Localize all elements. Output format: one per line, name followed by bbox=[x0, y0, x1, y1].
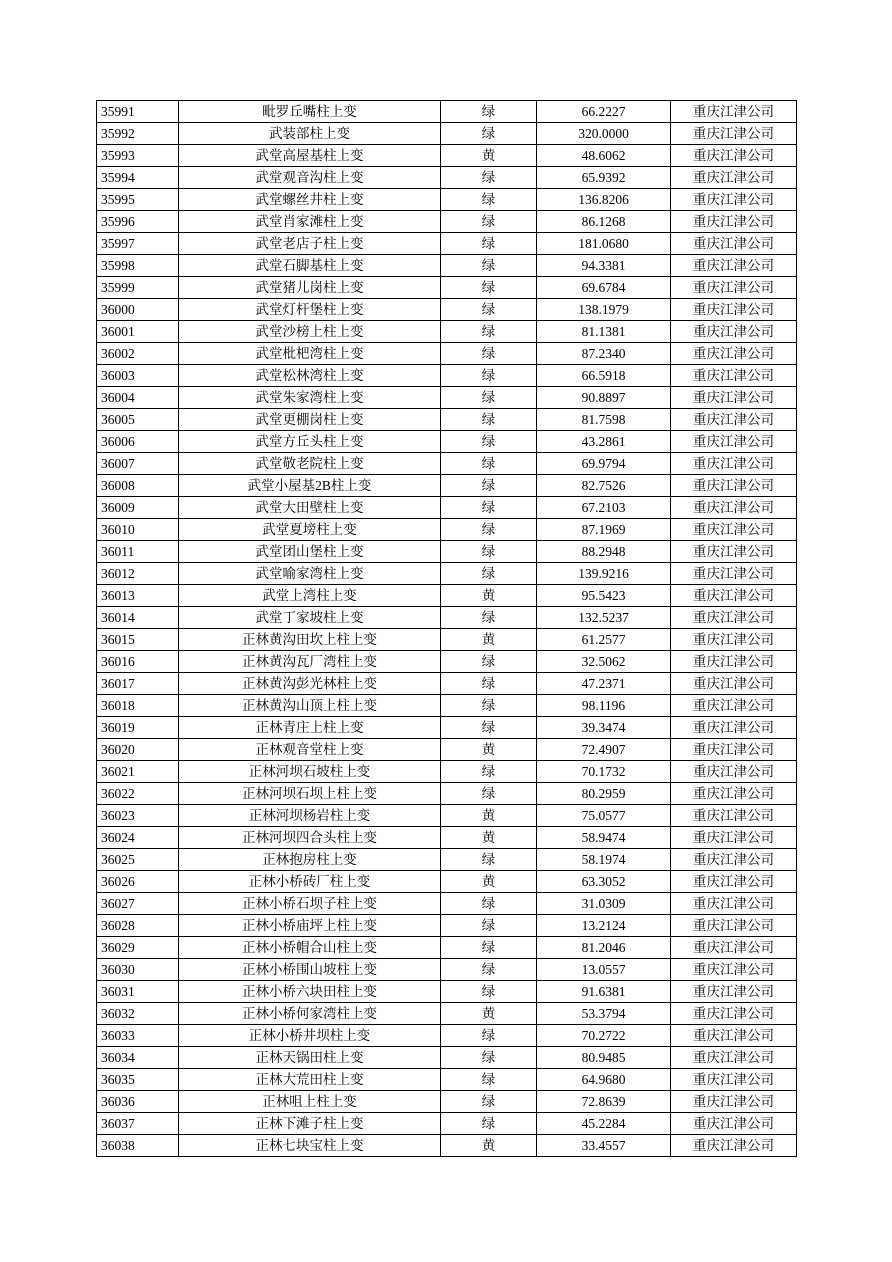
cell-value: 47.2371 bbox=[537, 673, 671, 695]
cell-name: 正林天锅田柱上变 bbox=[179, 1047, 441, 1069]
cell-name: 正林观音堂柱上变 bbox=[179, 739, 441, 761]
cell-id: 36015 bbox=[97, 629, 179, 651]
table-body bbox=[97, 101, 797, 1157]
cell-name: 正林青庄上柱上变 bbox=[179, 717, 441, 739]
cell-id: 36002 bbox=[97, 343, 179, 365]
cell-org: 重庆江津公司 bbox=[671, 563, 797, 585]
cell-name: 武堂松林湾柱上变 bbox=[179, 365, 441, 387]
cell-name: 武堂猪儿岗柱上变 bbox=[179, 277, 441, 299]
table-row bbox=[97, 739, 797, 761]
cell-id: 36011 bbox=[97, 541, 179, 563]
table-row bbox=[97, 321, 797, 343]
cell-color: 绿 bbox=[441, 387, 537, 409]
cell-org: 重庆江津公司 bbox=[671, 365, 797, 387]
cell-name: 武堂团山堡柱上变 bbox=[179, 541, 441, 563]
data-table-container bbox=[96, 100, 796, 1157]
cell-name: 正林黄沟田坎上柱上变 bbox=[179, 629, 441, 651]
table-row bbox=[97, 343, 797, 365]
cell-id: 36003 bbox=[97, 365, 179, 387]
cell-org: 重庆江津公司 bbox=[671, 233, 797, 255]
cell-id: 36017 bbox=[97, 673, 179, 695]
cell-name: 正林小桥井坝柱上变 bbox=[179, 1025, 441, 1047]
cell-value: 13.0557 bbox=[537, 959, 671, 981]
cell-id: 36009 bbox=[97, 497, 179, 519]
cell-name: 正林河坝石坝上柱上变 bbox=[179, 783, 441, 805]
cell-value: 70.2722 bbox=[537, 1025, 671, 1047]
cell-value: 69.9794 bbox=[537, 453, 671, 475]
cell-value: 138.1979 bbox=[537, 299, 671, 321]
table-row bbox=[97, 1113, 797, 1135]
cell-org: 重庆江津公司 bbox=[671, 629, 797, 651]
cell-org: 重庆江津公司 bbox=[671, 959, 797, 981]
table-row bbox=[97, 563, 797, 585]
cell-value: 80.2959 bbox=[537, 783, 671, 805]
table-row bbox=[97, 695, 797, 717]
cell-color: 黄 bbox=[441, 871, 537, 893]
cell-value: 13.2124 bbox=[537, 915, 671, 937]
cell-value: 81.2046 bbox=[537, 937, 671, 959]
cell-color: 绿 bbox=[441, 937, 537, 959]
cell-color: 绿 bbox=[441, 189, 537, 211]
cell-id: 35999 bbox=[97, 277, 179, 299]
cell-value: 88.2948 bbox=[537, 541, 671, 563]
cell-org: 重庆江津公司 bbox=[671, 101, 797, 123]
table-row bbox=[97, 409, 797, 431]
table-row bbox=[97, 167, 797, 189]
cell-color: 绿 bbox=[441, 321, 537, 343]
cell-org: 重庆江津公司 bbox=[671, 827, 797, 849]
cell-org: 重庆江津公司 bbox=[671, 893, 797, 915]
cell-name: 正林河坝四合头柱上变 bbox=[179, 827, 441, 849]
cell-id: 36033 bbox=[97, 1025, 179, 1047]
cell-org: 重庆江津公司 bbox=[671, 497, 797, 519]
table-row bbox=[97, 189, 797, 211]
table-row bbox=[97, 541, 797, 563]
cell-name: 正林河坝杨岩柱上变 bbox=[179, 805, 441, 827]
cell-value: 32.5062 bbox=[537, 651, 671, 673]
table-row bbox=[97, 783, 797, 805]
cell-value: 64.9680 bbox=[537, 1069, 671, 1091]
cell-org: 重庆江津公司 bbox=[671, 915, 797, 937]
cell-color: 绿 bbox=[441, 783, 537, 805]
cell-color: 黄 bbox=[441, 1003, 537, 1025]
table-row bbox=[97, 1025, 797, 1047]
cell-name: 正林大荒田柱上变 bbox=[179, 1069, 441, 1091]
cell-color: 绿 bbox=[441, 101, 537, 123]
cell-color: 绿 bbox=[441, 607, 537, 629]
cell-org: 重庆江津公司 bbox=[671, 937, 797, 959]
cell-id: 35995 bbox=[97, 189, 179, 211]
cell-id: 35997 bbox=[97, 233, 179, 255]
table-row bbox=[97, 981, 797, 1003]
table-row bbox=[97, 431, 797, 453]
cell-color: 绿 bbox=[441, 673, 537, 695]
cell-org: 重庆江津公司 bbox=[671, 387, 797, 409]
table-row bbox=[97, 717, 797, 739]
cell-id: 36034 bbox=[97, 1047, 179, 1069]
cell-id: 36027 bbox=[97, 893, 179, 915]
cell-id: 36029 bbox=[97, 937, 179, 959]
cell-name: 毗罗丘嘴柱上变 bbox=[179, 101, 441, 123]
cell-value: 81.7598 bbox=[537, 409, 671, 431]
transformer-data-table bbox=[96, 100, 797, 1157]
table-row bbox=[97, 651, 797, 673]
table-row bbox=[97, 1091, 797, 1113]
cell-org: 重庆江津公司 bbox=[671, 145, 797, 167]
cell-value: 91.6381 bbox=[537, 981, 671, 1003]
table-row bbox=[97, 585, 797, 607]
cell-color: 绿 bbox=[441, 717, 537, 739]
table-row bbox=[97, 1069, 797, 1091]
cell-name: 正林小桥帽合山柱上变 bbox=[179, 937, 441, 959]
cell-org: 重庆江津公司 bbox=[671, 607, 797, 629]
cell-color: 绿 bbox=[441, 981, 537, 1003]
cell-name: 武堂螺丝井柱上变 bbox=[179, 189, 441, 211]
cell-id: 36028 bbox=[97, 915, 179, 937]
cell-value: 94.3381 bbox=[537, 255, 671, 277]
cell-name: 正林小桥庙坪上柱上变 bbox=[179, 915, 441, 937]
cell-org: 重庆江津公司 bbox=[671, 1047, 797, 1069]
cell-id: 36000 bbox=[97, 299, 179, 321]
cell-name: 正林抱房柱上变 bbox=[179, 849, 441, 871]
table-row bbox=[97, 277, 797, 299]
cell-name: 正林咀上柱上变 bbox=[179, 1091, 441, 1113]
cell-org: 重庆江津公司 bbox=[671, 541, 797, 563]
cell-color: 绿 bbox=[441, 893, 537, 915]
cell-org: 重庆江津公司 bbox=[671, 1003, 797, 1025]
cell-value: 33.4557 bbox=[537, 1135, 671, 1157]
cell-color: 绿 bbox=[441, 167, 537, 189]
cell-name: 武堂观音沟柱上变 bbox=[179, 167, 441, 189]
table-row bbox=[97, 123, 797, 145]
cell-org: 重庆江津公司 bbox=[671, 1135, 797, 1157]
cell-id: 35993 bbox=[97, 145, 179, 167]
cell-org: 重庆江津公司 bbox=[671, 409, 797, 431]
cell-name: 正林小桥石坝子柱上变 bbox=[179, 893, 441, 915]
cell-value: 66.5918 bbox=[537, 365, 671, 387]
cell-id: 36005 bbox=[97, 409, 179, 431]
cell-org: 重庆江津公司 bbox=[671, 211, 797, 233]
cell-org: 重庆江津公司 bbox=[671, 431, 797, 453]
cell-id: 36030 bbox=[97, 959, 179, 981]
cell-color: 绿 bbox=[441, 1069, 537, 1091]
cell-id: 36037 bbox=[97, 1113, 179, 1135]
cell-name: 武堂方丘头柱上变 bbox=[179, 431, 441, 453]
cell-name: 武堂喻家湾柱上变 bbox=[179, 563, 441, 585]
cell-name: 武堂老店子柱上变 bbox=[179, 233, 441, 255]
cell-value: 67.2103 bbox=[537, 497, 671, 519]
cell-id: 36010 bbox=[97, 519, 179, 541]
cell-value: 81.1381 bbox=[537, 321, 671, 343]
cell-org: 重庆江津公司 bbox=[671, 343, 797, 365]
table-row bbox=[97, 959, 797, 981]
cell-color: 黄 bbox=[441, 1135, 537, 1157]
cell-org: 重庆江津公司 bbox=[671, 167, 797, 189]
cell-org: 重庆江津公司 bbox=[671, 1113, 797, 1135]
table-row bbox=[97, 387, 797, 409]
cell-org: 重庆江津公司 bbox=[671, 1091, 797, 1113]
cell-org: 重庆江津公司 bbox=[671, 1069, 797, 1091]
cell-value: 98.1196 bbox=[537, 695, 671, 717]
table-row bbox=[97, 299, 797, 321]
cell-name: 正林小桥砖厂柱上变 bbox=[179, 871, 441, 893]
cell-id: 35992 bbox=[97, 123, 179, 145]
cell-id: 36018 bbox=[97, 695, 179, 717]
cell-name: 武堂肖家滩柱上变 bbox=[179, 211, 441, 233]
cell-name: 武堂大田壁柱上变 bbox=[179, 497, 441, 519]
cell-value: 45.2284 bbox=[537, 1113, 671, 1135]
cell-color: 绿 bbox=[441, 1113, 537, 1135]
cell-color: 绿 bbox=[441, 277, 537, 299]
cell-name: 正林七块宝柱上变 bbox=[179, 1135, 441, 1157]
cell-id: 36021 bbox=[97, 761, 179, 783]
cell-org: 重庆江津公司 bbox=[671, 299, 797, 321]
cell-id: 35996 bbox=[97, 211, 179, 233]
table-row bbox=[97, 893, 797, 915]
cell-color: 黄 bbox=[441, 805, 537, 827]
cell-value: 43.2861 bbox=[537, 431, 671, 453]
cell-value: 58.9474 bbox=[537, 827, 671, 849]
table-row bbox=[97, 453, 797, 475]
cell-org: 重庆江津公司 bbox=[671, 673, 797, 695]
cell-value: 58.1974 bbox=[537, 849, 671, 871]
cell-name: 武堂上湾柱上变 bbox=[179, 585, 441, 607]
cell-org: 重庆江津公司 bbox=[671, 849, 797, 871]
cell-id: 35994 bbox=[97, 167, 179, 189]
table-row bbox=[97, 915, 797, 937]
cell-color: 绿 bbox=[441, 1047, 537, 1069]
cell-id: 36007 bbox=[97, 453, 179, 475]
cell-value: 72.4907 bbox=[537, 739, 671, 761]
cell-value: 80.9485 bbox=[537, 1047, 671, 1069]
cell-org: 重庆江津公司 bbox=[671, 453, 797, 475]
table-row bbox=[97, 233, 797, 255]
table-row bbox=[97, 673, 797, 695]
cell-name: 武装部柱上变 bbox=[179, 123, 441, 145]
cell-color: 黄 bbox=[441, 585, 537, 607]
cell-id: 36025 bbox=[97, 849, 179, 871]
cell-color: 绿 bbox=[441, 541, 537, 563]
cell-id: 36032 bbox=[97, 1003, 179, 1025]
cell-org: 重庆江津公司 bbox=[671, 1025, 797, 1047]
cell-id: 36038 bbox=[97, 1135, 179, 1157]
cell-id: 36014 bbox=[97, 607, 179, 629]
table-row bbox=[97, 629, 797, 651]
cell-color: 黄 bbox=[441, 827, 537, 849]
cell-value: 95.5423 bbox=[537, 585, 671, 607]
cell-id: 36031 bbox=[97, 981, 179, 1003]
cell-value: 132.5237 bbox=[537, 607, 671, 629]
cell-id: 36023 bbox=[97, 805, 179, 827]
cell-id: 35991 bbox=[97, 101, 179, 123]
cell-name: 正林黄沟彭光林柱上变 bbox=[179, 673, 441, 695]
cell-id: 36036 bbox=[97, 1091, 179, 1113]
cell-name: 武堂高屋基柱上变 bbox=[179, 145, 441, 167]
cell-value: 31.0309 bbox=[537, 893, 671, 915]
cell-color: 绿 bbox=[441, 761, 537, 783]
cell-org: 重庆江津公司 bbox=[671, 255, 797, 277]
cell-id: 36012 bbox=[97, 563, 179, 585]
cell-color: 绿 bbox=[441, 233, 537, 255]
cell-name: 武堂朱家湾柱上变 bbox=[179, 387, 441, 409]
cell-color: 绿 bbox=[441, 343, 537, 365]
cell-org: 重庆江津公司 bbox=[671, 189, 797, 211]
cell-color: 绿 bbox=[441, 915, 537, 937]
cell-color: 绿 bbox=[441, 255, 537, 277]
cell-color: 黄 bbox=[441, 145, 537, 167]
cell-color: 绿 bbox=[441, 365, 537, 387]
cell-value: 90.8897 bbox=[537, 387, 671, 409]
table-row bbox=[97, 519, 797, 541]
cell-org: 重庆江津公司 bbox=[671, 739, 797, 761]
cell-name: 武堂沙榜上柱上变 bbox=[179, 321, 441, 343]
cell-value: 39.3474 bbox=[537, 717, 671, 739]
cell-id: 36004 bbox=[97, 387, 179, 409]
cell-value: 139.9216 bbox=[537, 563, 671, 585]
cell-color: 绿 bbox=[441, 695, 537, 717]
cell-color: 黄 bbox=[441, 739, 537, 761]
cell-name: 正林河坝石坡柱上变 bbox=[179, 761, 441, 783]
cell-org: 重庆江津公司 bbox=[671, 695, 797, 717]
cell-name: 武堂更棚岗柱上变 bbox=[179, 409, 441, 431]
table-row bbox=[97, 145, 797, 167]
cell-name: 正林小桥六块田柱上变 bbox=[179, 981, 441, 1003]
table-row bbox=[97, 871, 797, 893]
cell-id: 36008 bbox=[97, 475, 179, 497]
cell-color: 绿 bbox=[441, 497, 537, 519]
cell-id: 36013 bbox=[97, 585, 179, 607]
table-row bbox=[97, 255, 797, 277]
cell-org: 重庆江津公司 bbox=[671, 475, 797, 497]
cell-org: 重庆江津公司 bbox=[671, 761, 797, 783]
cell-name: 武堂敬老院柱上变 bbox=[179, 453, 441, 475]
table-row bbox=[97, 1003, 797, 1025]
cell-color: 绿 bbox=[441, 211, 537, 233]
cell-color: 绿 bbox=[441, 563, 537, 585]
cell-org: 重庆江津公司 bbox=[671, 585, 797, 607]
cell-color: 绿 bbox=[441, 431, 537, 453]
cell-org: 重庆江津公司 bbox=[671, 805, 797, 827]
cell-id: 36035 bbox=[97, 1069, 179, 1091]
cell-name: 武堂小屋基2B柱上变 bbox=[179, 475, 441, 497]
cell-value: 48.6062 bbox=[537, 145, 671, 167]
cell-name: 正林小桥围山坡柱上变 bbox=[179, 959, 441, 981]
table-row bbox=[97, 211, 797, 233]
table-row bbox=[97, 937, 797, 959]
cell-value: 66.2227 bbox=[537, 101, 671, 123]
cell-org: 重庆江津公司 bbox=[671, 651, 797, 673]
cell-color: 绿 bbox=[441, 299, 537, 321]
cell-name: 武堂丁家坡柱上变 bbox=[179, 607, 441, 629]
cell-name: 武堂灯杆堡柱上变 bbox=[179, 299, 441, 321]
cell-org: 重庆江津公司 bbox=[671, 871, 797, 893]
table-row bbox=[97, 805, 797, 827]
cell-color: 绿 bbox=[441, 409, 537, 431]
cell-value: 87.1969 bbox=[537, 519, 671, 541]
table-row bbox=[97, 1135, 797, 1157]
cell-value: 53.3794 bbox=[537, 1003, 671, 1025]
cell-value: 63.3052 bbox=[537, 871, 671, 893]
cell-name: 武堂枇杷湾柱上变 bbox=[179, 343, 441, 365]
cell-value: 181.0680 bbox=[537, 233, 671, 255]
cell-value: 75.0577 bbox=[537, 805, 671, 827]
cell-value: 87.2340 bbox=[537, 343, 671, 365]
cell-id: 36022 bbox=[97, 783, 179, 805]
cell-name: 正林黄沟瓦厂湾柱上变 bbox=[179, 651, 441, 673]
cell-org: 重庆江津公司 bbox=[671, 277, 797, 299]
cell-id: 36019 bbox=[97, 717, 179, 739]
table-row bbox=[97, 849, 797, 871]
cell-org: 重庆江津公司 bbox=[671, 717, 797, 739]
cell-value: 82.7526 bbox=[537, 475, 671, 497]
cell-name: 正林下滩子柱上变 bbox=[179, 1113, 441, 1135]
cell-id: 36006 bbox=[97, 431, 179, 453]
cell-value: 136.8206 bbox=[537, 189, 671, 211]
table-row bbox=[97, 101, 797, 123]
cell-value: 320.0000 bbox=[537, 123, 671, 145]
cell-id: 36001 bbox=[97, 321, 179, 343]
cell-color: 绿 bbox=[441, 1025, 537, 1047]
cell-color: 绿 bbox=[441, 475, 537, 497]
cell-value: 70.1732 bbox=[537, 761, 671, 783]
cell-value: 86.1268 bbox=[537, 211, 671, 233]
cell-name: 正林小桥何家湾柱上变 bbox=[179, 1003, 441, 1025]
cell-color: 绿 bbox=[441, 651, 537, 673]
cell-id: 36024 bbox=[97, 827, 179, 849]
cell-name: 正林黄沟山顶上柱上变 bbox=[179, 695, 441, 717]
cell-org: 重庆江津公司 bbox=[671, 519, 797, 541]
cell-color: 绿 bbox=[441, 959, 537, 981]
cell-value: 69.6784 bbox=[537, 277, 671, 299]
cell-color: 绿 bbox=[441, 123, 537, 145]
table-row bbox=[97, 365, 797, 387]
cell-value: 72.8639 bbox=[537, 1091, 671, 1113]
cell-color: 黄 bbox=[441, 629, 537, 651]
table-row bbox=[97, 475, 797, 497]
cell-color: 绿 bbox=[441, 849, 537, 871]
cell-color: 绿 bbox=[441, 1091, 537, 1113]
cell-color: 绿 bbox=[441, 453, 537, 475]
cell-id: 36016 bbox=[97, 651, 179, 673]
cell-org: 重庆江津公司 bbox=[671, 321, 797, 343]
cell-name: 武堂夏塝柱上变 bbox=[179, 519, 441, 541]
cell-value: 61.2577 bbox=[537, 629, 671, 651]
table-row bbox=[97, 497, 797, 519]
table-row bbox=[97, 761, 797, 783]
cell-org: 重庆江津公司 bbox=[671, 783, 797, 805]
cell-id: 35998 bbox=[97, 255, 179, 277]
cell-name: 武堂石脚基柱上变 bbox=[179, 255, 441, 277]
table-row bbox=[97, 607, 797, 629]
cell-id: 36020 bbox=[97, 739, 179, 761]
table-row bbox=[97, 827, 797, 849]
cell-value: 65.9392 bbox=[537, 167, 671, 189]
cell-org: 重庆江津公司 bbox=[671, 123, 797, 145]
cell-id: 36026 bbox=[97, 871, 179, 893]
table-row bbox=[97, 1047, 797, 1069]
cell-org: 重庆江津公司 bbox=[671, 981, 797, 1003]
cell-color: 绿 bbox=[441, 519, 537, 541]
